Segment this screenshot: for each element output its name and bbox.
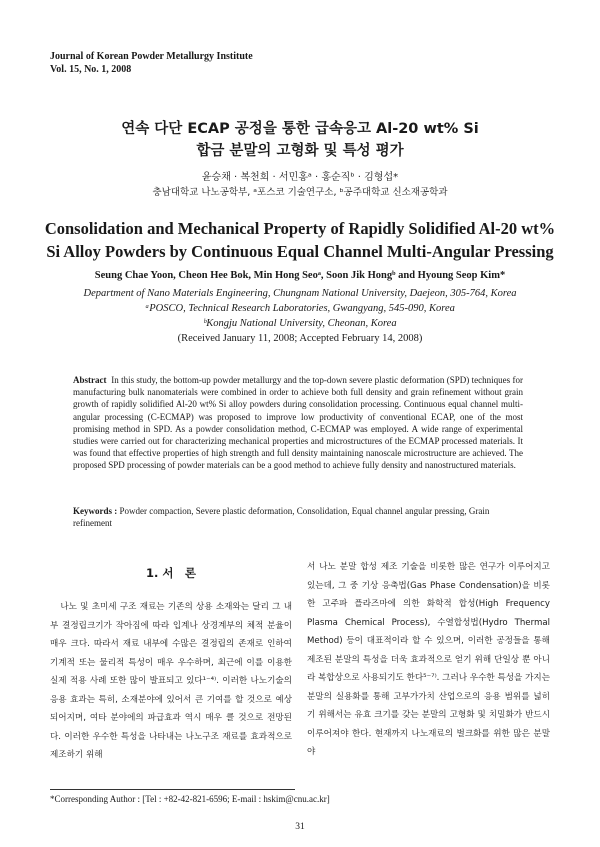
page-number: 31 <box>295 822 305 832</box>
affiliation-2: ᵃPOSCO, Technical Research Laboratories, Gwangyang, 545-090, Korea <box>145 303 455 314</box>
corresponding-author-footnote: *Corresponding Author : [Tel : +82-42-821-6596; E-mail : hskim@cnu.ac.kr] <box>50 794 330 804</box>
english-title-line1: Consolidation and Mechanical Property of Rapidly Solidified Al-20 wt% <box>44 219 556 238</box>
footnote-separator <box>50 789 295 790</box>
affiliation-1: Department of Nano Materials Engineering, Chungnam National University, Daejeon, 305-764, Korea <box>83 288 517 299</box>
english-title-line2: Si Alloy Powders by Continuous Equal Channel Multi-Angular Pressing <box>46 242 554 261</box>
korean-affiliation: 충남대학교 나노공학부, ᵃ포스코 기술연구소, ᵇ공주대학교 신소재공학과 <box>152 187 448 198</box>
journal-volume: Vol. 15, No. 1, 2008 <box>50 64 132 75</box>
body-paragraph-left: 나노 및 초미세 구조 재료는 기존의 상용 소재와는 달리 그 내부 결정립크기가 작아짐에 따라 입계나 상경계부의 체적 분율이 매우 크다. 따라서 재료 내부에 수많은 결정립의 존재로 인하여 기계적 또는 물리적 특성이 매우 우수하며, 최근에 이를 이용한 실제 적용 사례 또한 많이 발표되고 있다¹⁻⁴⁾. 이러한 나노기술의 응용 효과는 특히, 소재분야에 있어서 큰 기여를 할 것으로 예상되어지며, 여타 분야에의 파급효과 역시 매우 클 것으로 전망된다. 이러한 우수한 특성을 나타내는 나노구조 재료를 효과적으로 제조하기 위해 <box>50 602 292 760</box>
korean-authors: 윤승채 · 복천희 · 서민홍ᵃ · 홍순직ᵇ · 김형섭* <box>201 172 399 183</box>
keywords-text: Powder compaction, Severe plastic deformation, Consolidation, Equal channel angular pressing, Grain refinement <box>73 506 490 529</box>
korean-title-line1: 연속 다단 ECAP 공정을 통한 급속응고 Al-20 wt% Si <box>121 121 479 137</box>
korean-title-line2: 합금 분말의 고형화 및 특성 평가 <box>196 143 404 159</box>
body-paragraph-right: 서 나노 분말 합성 제조 기술을 비롯한 많은 연구가 이루어지고 있는데, 그 중 기상 응축법(Gas Phase Condensation)을 비롯한 고주파 플라즈마에 의한 화학적 합성(High Frequency Plasma Chemical Process), 수열합성법(Hydro Thermal Method) 등이 대표적이라 할 수 있으며, 이러한 공정들을 통해 제조된 분말의 특성을 더욱 효과적으로 얻기 위해 단일상 뿐 아니라 복합상으로 사용되기도 한다⁵⁻⁷⁾. 그러나 우수한 특성을 가지는 분말의 실용화를 통해 고부가가치 산업으로의 응용 범위를 넓히기 위해서는 유효 크기를 갖는 분말의 고형화 및 치밀화가 반드시 이루어져야 한다. 현재까지 나노재료의 벌크화를 위한 많은 분말야 <box>307 562 550 757</box>
abstract-text: In this study, the bottom-up powder metallurgy and the top-down severe plastic deformation (SPD) techniques for manufacturing bulk nanomaterials were combined in order to achieve both full density and grain refinement without grain growth of rapidly solidified Al-20 wt% Si alloy powders during consolidation processing. Continuous equal channel multi-angular processing (C-ECMAP) was proposed to improve low productivity of conventional ECAP, one of the most promising method in SPD. As a powder consolidation method, C-ECMAP was employed. A wide range of experimental studies were carried out for characterizing mechanical properties and microstructures of the ECMAP processed materials. It was found that effective properties of high strength and full density maintaining nanoscale microstructure are achieved. The proposed SPD processing of powder materials can be a good method to achieve fully density and nanostructured materials. <box>73 375 523 471</box>
english-title <box>0 217 600 263</box>
section-heading: 1. 서 론 <box>145 566 197 580</box>
abstract <box>73 374 523 472</box>
abstract-label: Abstract <box>73 375 107 385</box>
journal-name: Journal of Korean Powder Metallurgy Institute <box>50 51 253 62</box>
keywords <box>73 505 523 529</box>
korean-title <box>0 118 600 162</box>
keywords-label: Keywords : <box>73 506 118 516</box>
english-authors: Seung Chae Yoon, Cheon Hee Bok, Min Hong Seoᵃ, Soon Jik Hongᵇ and Hyoung Seop Kim* <box>94 270 506 281</box>
received-dates: (Received January 11, 2008; Accepted February 14, 2008) <box>177 333 423 344</box>
journal-header <box>50 50 253 76</box>
english-affiliations <box>0 286 600 331</box>
body-column-left <box>50 598 292 765</box>
body-column-right <box>307 558 550 762</box>
affiliation-3: ᵇKongju National University, Cheonan, Korea <box>203 318 397 329</box>
